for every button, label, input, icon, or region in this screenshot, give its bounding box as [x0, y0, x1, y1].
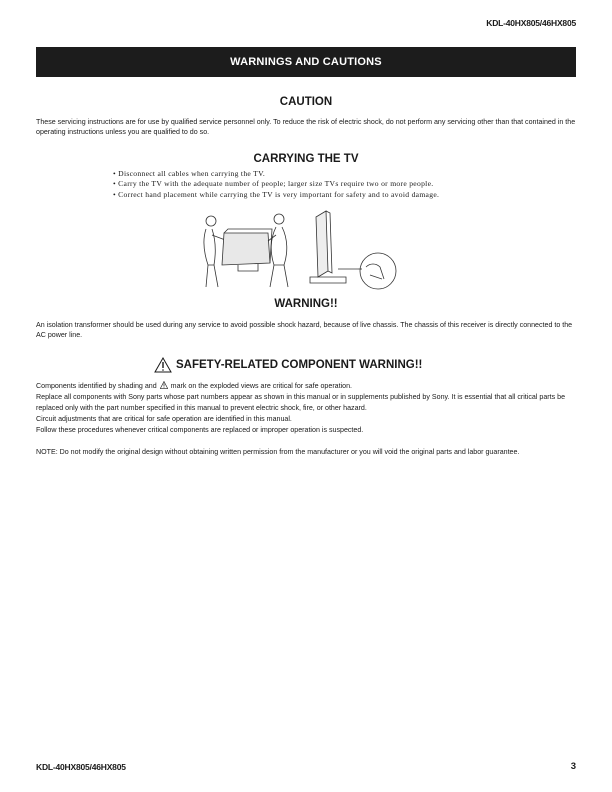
list-item: • Correct hand placement while carrying the TV is very important for safety and to avoid damage.	[113, 189, 440, 199]
safety-line-1b: mark on the exploded views are critical for safe operation.	[170, 382, 353, 390]
footer-model-number: KDL-40HX805/46HX805	[36, 762, 126, 772]
list-item: • Carry the TV with the adequate number of people; larger size TVs require two or more people.	[113, 179, 434, 189]
carrying-heading: CARRYING THE TV	[253, 153, 359, 165]
warning-triangle-icon	[160, 381, 168, 389]
carrying-list	[113, 169, 513, 200]
tv-side-view-figure	[310, 211, 396, 289]
page-number: 3	[570, 761, 576, 772]
warning-text: An isolation transformer should be used during any service to avoid possible shock hazard, because of live chassis. The chassis of this receiver is directly connected to the AC power line.	[36, 321, 573, 340]
safety-line-4: Follow these procedures whenever critical components are replaced or improper operation is suspected.	[36, 426, 364, 434]
carrying-tv-illustration	[198, 207, 404, 293]
safety-note: NOTE: Do not modify the original design without obtaining written permission from the manufacturer or you will void the original parts and labor guarantee.	[36, 448, 520, 456]
caution-text: These servicing instructions are for use by qualified service personnel only. To reduce the risk of electric shock, do not perform any servicing other than that contained in the operating instructions unless you are qualified to do so.	[36, 118, 576, 137]
safety-line-3: Circuit adjustments that are critical for safe operation are identified in this manual.	[36, 415, 292, 423]
safety-line-2: Replace all components with Sony parts whose part numbers appear as shown in this manual or in supplements published by Sony. It is essential that all critical parts be replaced only with the part number specified in this manual to prevent electric shock, fire, or other hazard.	[36, 393, 566, 412]
people-carrying-tv-figure	[204, 214, 288, 287]
header-model-number: KDL-40HX805/46HX805	[486, 18, 576, 28]
banner-title: WARNINGS AND CAUTIONS	[230, 56, 382, 68]
section-banner	[36, 47, 576, 77]
list-item: • Disconnect all cables when carrying the TV.	[113, 169, 266, 178]
safety-line-1	[36, 381, 576, 392]
safety-heading: SAFETY-RELATED COMPONENT WARNING!!	[176, 359, 423, 371]
safety-line-1a: Components identified by shading and	[36, 382, 157, 390]
warning-heading: WARNING!!	[274, 298, 338, 310]
safety-text-block	[36, 381, 576, 458]
caution-heading: CAUTION	[279, 96, 333, 108]
warning-triangle-icon	[154, 357, 172, 373]
